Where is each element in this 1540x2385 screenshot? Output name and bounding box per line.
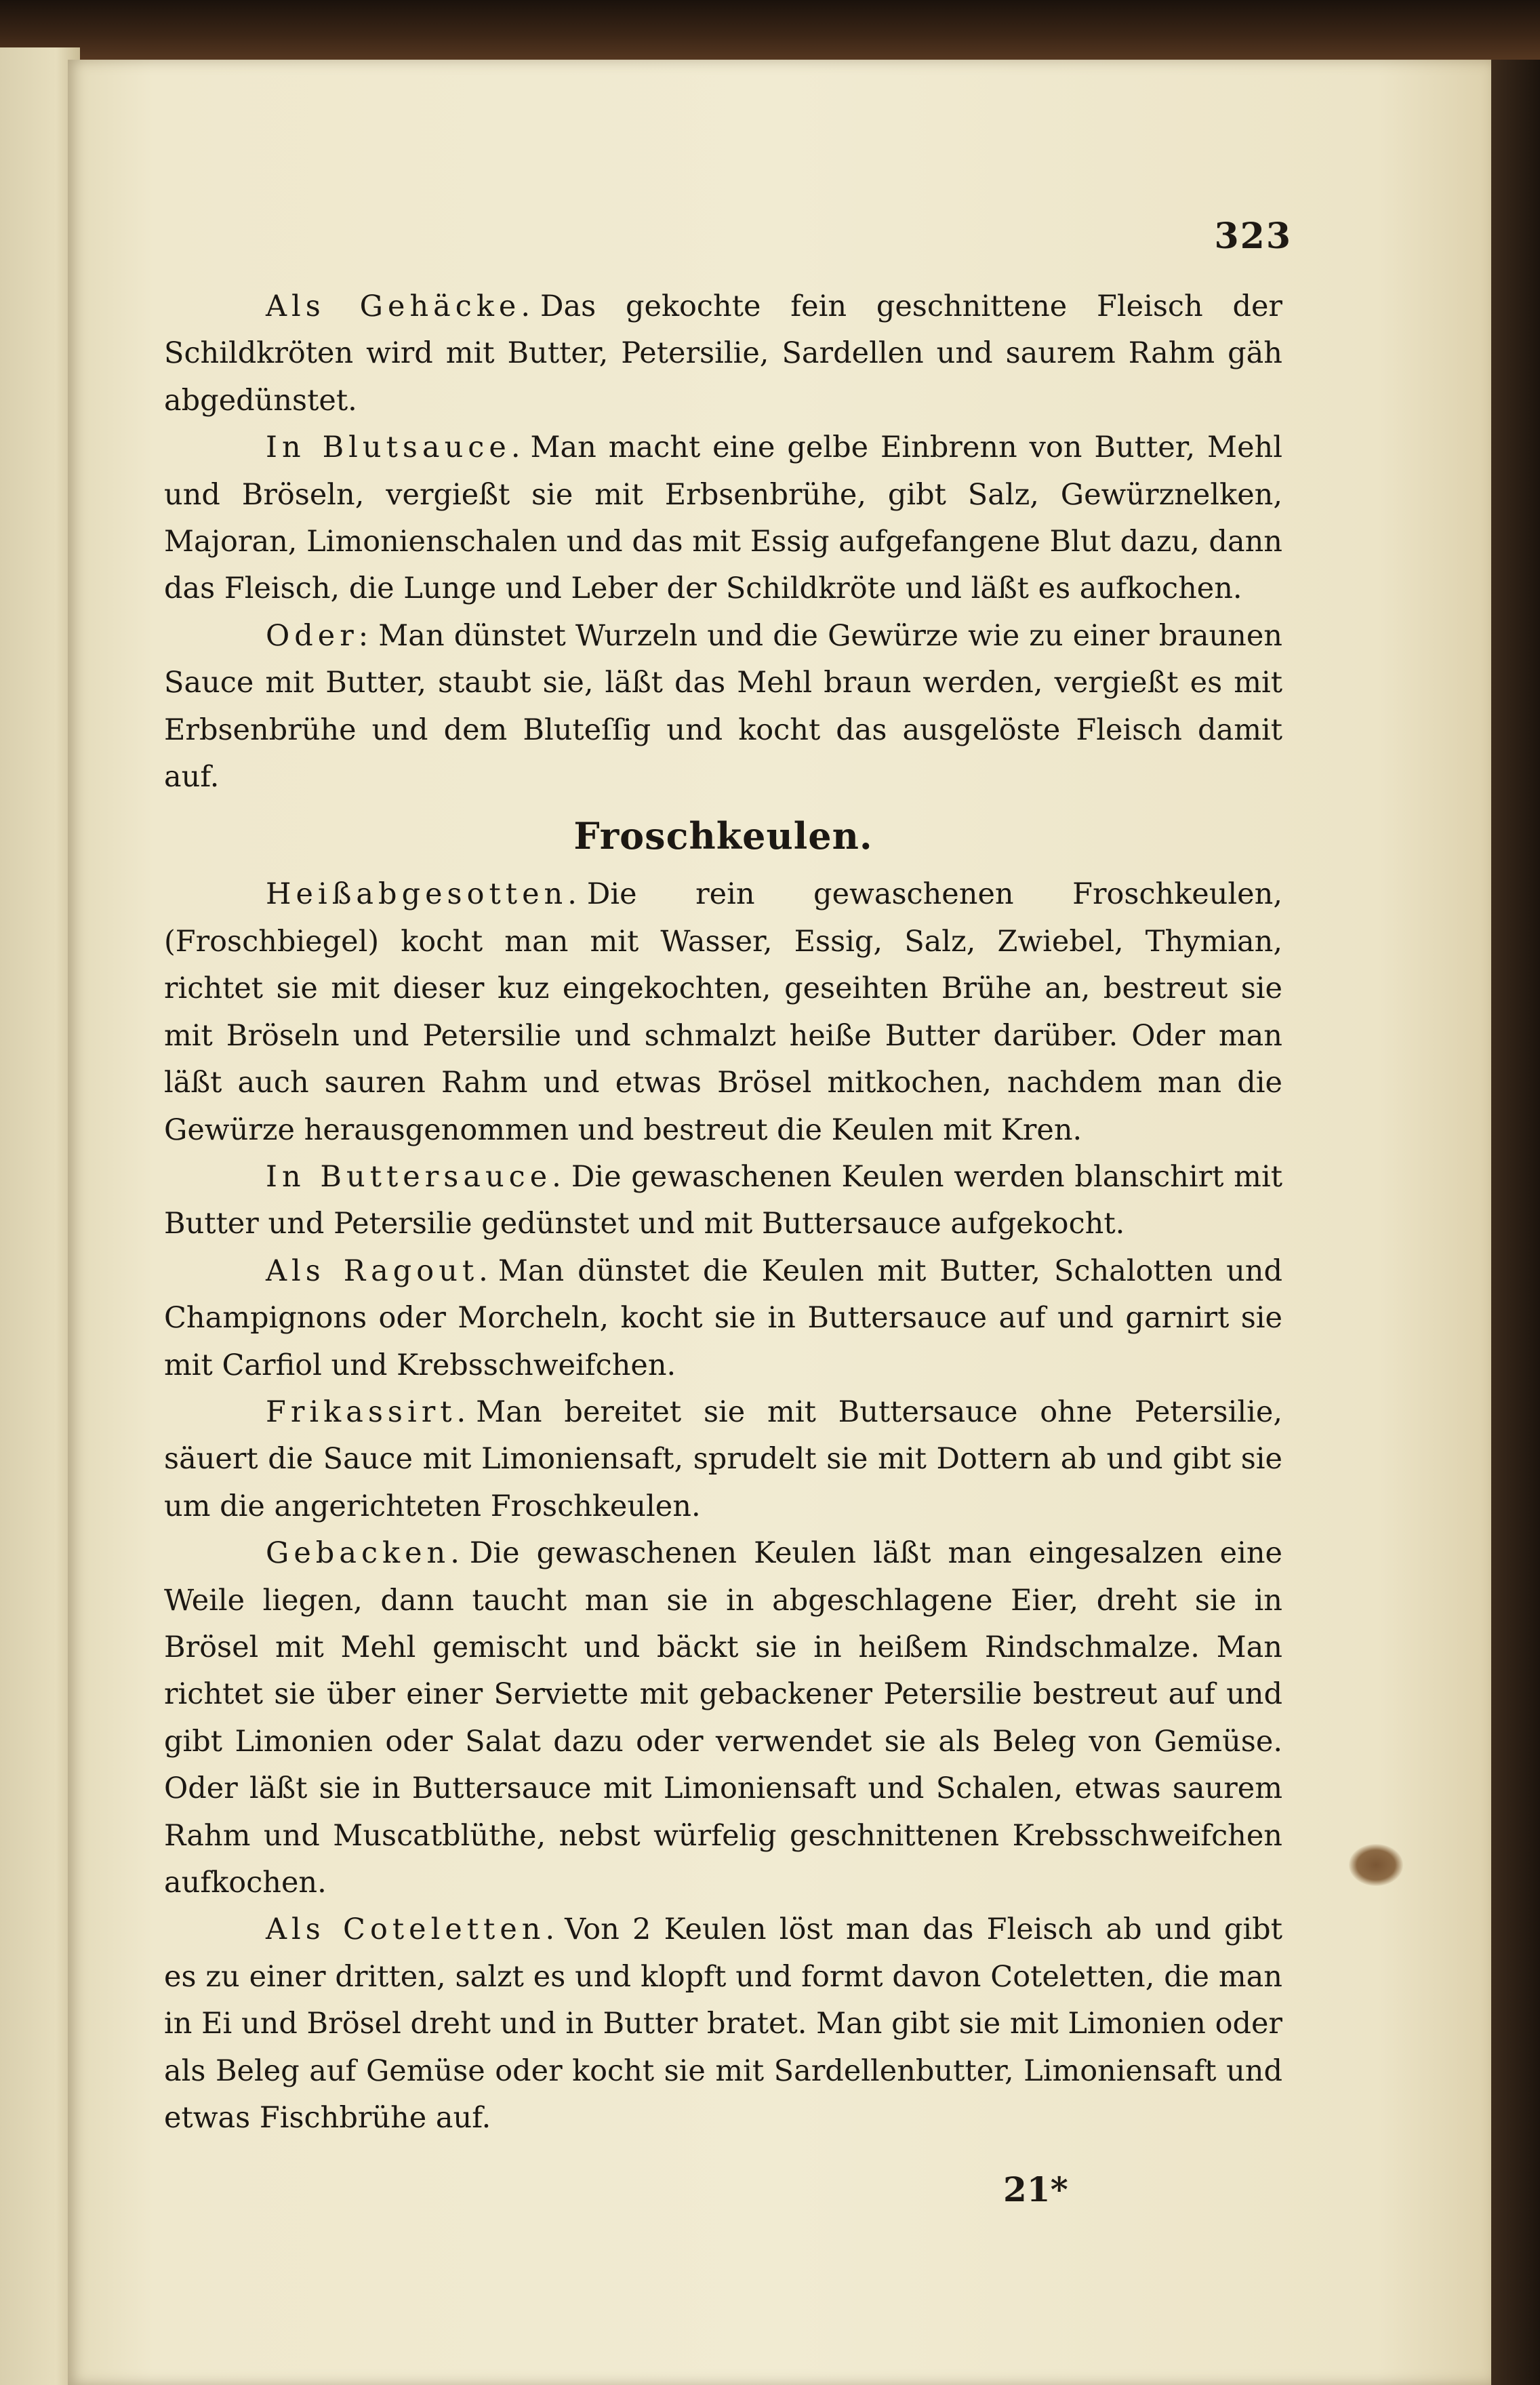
- paragraph-gehaecke: [164, 283, 1282, 424]
- paragraph-label: In Buttersauce.: [266, 1159, 566, 1194]
- paragraph-heissabgesotten: [164, 871, 1282, 1153]
- paragraph-label: Heißabgesotten.: [266, 877, 582, 912]
- paragraph-text: Die gewaschenen Keulen werden blanschirt mit Butter und Petersilie gedünstet und mit Buttersauce aufgekocht.: [164, 1159, 1282, 1241]
- paragraph-label: Gebacken.: [266, 1536, 464, 1571]
- paragraph-text: Man dünstet die Keulen mit Butter, Schalotten und Champignons oder Morcheln, kocht sie in Buttersauce auf und garnirt sie mit Carfiol und Krebsschweifchen.: [164, 1254, 1282, 1382]
- paragraph-text: Von 2 Keulen löst man das Fleisch ab und gibt es zu einer dritten, salzt es und klopft und formt davon Coteletten, die man in Ei und Brösel dreht und in Butter bratet. Man gibt sie mit Limonien oder als Beleg auf Gemüse oder kocht sie mit Sardellenbutter, Limoniensaft und etwas Fischbrühe auf.: [164, 1912, 1282, 2136]
- paragraph-text: Man dünstet Wurzeln und die Gewürze wie zu einer braunen Sauce mit Butter, staubt sie, läßt das Mehl braun werden, vergießt es mit Erbsenbrühe und dem Bluteſſig und kocht das ausgelöste Fleisch damit auf.: [164, 618, 1282, 795]
- paragraph-label: Als Gehäcke.: [266, 289, 535, 323]
- page-number: 323: [1214, 216, 1292, 257]
- paragraph-oder: [164, 613, 1282, 801]
- paragraph-text: Die rein gewaschenen Froschkeulen, (Froschbiegel) kocht man mit Wasser, Essig, Salz, Zwiebel, Thymian, richtet sie mit dieser kuz eingekochten, geseihten Brühe an, bestreut sie mit Bröseln und Petersilie und schmalzt heiße Butter darüber. Oder man läßt auch sauren Rahm und etwas Brösel mitkochen, nachdem man die Gewürze herausgenommen und bestreut die Keulen mit Kren.: [164, 877, 1282, 1147]
- book-right-edge: [1491, 60, 1540, 2385]
- paragraph-label: Oder:: [266, 618, 373, 653]
- paragraph-text: Die gewaschenen Keulen läßt man eingesalzen eine Weile liegen, dann taucht man sie in abgeschlagene Eier, dreht sie in Brösel mit Mehl gemischt und bäckt sie in heißem Rindschmalze. Man richtet sie über einer Serviette mit gebackener Petersilie bestreut auf und gibt Limonien oder Salat dazu oder verwendet sie als Beleg von Gemüse. Oder läßt sie in Buttersauce mit Limoniensaft und Schalen, etwas saurem Rahm und Muscatblüthe, nebst würfelig geschnittenen Krebsschweifchen aufkochen.: [164, 1536, 1282, 1900]
- paragraph-label: Frikassirt.: [266, 1395, 471, 1429]
- paragraph-frikassirt: [164, 1389, 1282, 1530]
- section-heading: Froschkeulen.: [573, 814, 873, 858]
- paragraph-ragout: [164, 1248, 1282, 1389]
- paragraph-coteletten: [164, 1906, 1282, 2142]
- paragraph-label: Als Ragout.: [266, 1254, 493, 1288]
- book-spine-top: [0, 0, 1540, 64]
- paragraph-gebacken: [164, 1530, 1282, 1906]
- page-stain: [1349, 1844, 1403, 1886]
- signature-mark: 21*: [1003, 2169, 1068, 2209]
- paragraph-buttersauce: [164, 1154, 1282, 1248]
- paragraph-text: Man bereitet sie mit Buttersauce ohne Petersilie, säuert die Sauce mit Limoniensaft, sprudelt sie mit Dottern ab und gibt sie um die angerichteten Froschkeulen.: [164, 1395, 1282, 1523]
- paragraph-label: Als Coteletten.: [266, 1912, 560, 1947]
- text-block: [164, 283, 1282, 2142]
- paragraph-text: Man macht eine gelbe Einbrenn von Butter, Mehl und Bröseln, vergießt sie mit Erbsenbrühe, gibt Salz, Gewürznelken, Majoran, Limonienschalen und das mit Essig aufgefangene Blut dazu, dann das Fleisch, die Lunge und Leber der Schildkröte und läßt es aufkochen.: [164, 430, 1282, 606]
- paragraph-blutsauce: [164, 424, 1282, 613]
- paragraph-label: In Blutsauce.: [266, 430, 525, 465]
- paragraph-text: Das gekochte fein geschnittene Fleisch der Schildkröten wird mit Butter, Petersilie, Sardellen und saurem Rahm gäh abgedünstet.: [164, 289, 1282, 418]
